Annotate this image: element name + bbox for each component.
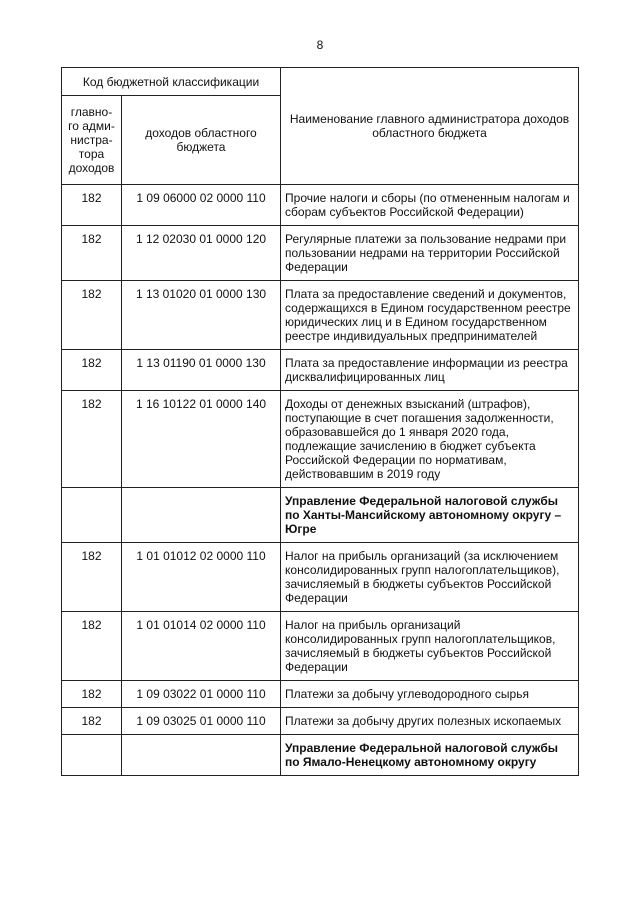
header-admin-line: нистра- — [70, 133, 113, 147]
cell-admin-code — [62, 735, 122, 776]
section-heading: Управление Федеральной налоговой службы по Ханты-Мансийскому автономному округу – Югре — [281, 488, 579, 543]
header-regional-budget-income: доходов областного бюджета — [122, 96, 281, 185]
cell-income-code: 1 09 03025 01 0000 110 — [122, 708, 281, 735]
table-row — [62, 185, 579, 226]
cell-revenue-name: Доходы от денежных взысканий (штрафов), поступающие в счет погашения задолженности, образовавшейся до 1 января 2020 года, подлежащие зачислению в бюджет субъекта Российской Федерации по нормативам, действовавшим в 2019 году — [281, 391, 579, 488]
header-chief-administrator — [62, 96, 122, 185]
cell-income-code — [122, 488, 281, 543]
cell-revenue-name: Налог на прибыль организаций консолидированных групп налогоплательщиков, зачисляемый в бюджеты субъектов Российской Федерации — [281, 612, 579, 681]
cell-revenue-name: Плата за предоставление информации из реестра дисквалифицированных лиц — [281, 350, 579, 391]
cell-admin-code: 182 — [62, 681, 122, 708]
table-row — [62, 391, 579, 488]
cell-admin-code: 182 — [62, 226, 122, 281]
cell-revenue-name: Плата за предоставление сведений и документов, содержащихся в Едином государственном реестре юридических лиц и в Едином государственном реестре индивидуальных предпринимателей — [281, 281, 579, 350]
cell-revenue-name: Регулярные платежи за пользование недрами при пользовании недрами на территории Российской Федерации — [281, 226, 579, 281]
cell-admin-code: 182 — [62, 281, 122, 350]
cell-income-code: 1 13 01190 01 0000 130 — [122, 350, 281, 391]
section-heading: Управление Федеральной налоговой службы по Ямало-Ненецкому автономному округу — [281, 735, 579, 776]
page-number: 8 — [316, 38, 324, 52]
cell-admin-code: 182 — [62, 708, 122, 735]
header-admin-line: главно- — [70, 105, 113, 119]
cell-admin-code: 182 — [62, 543, 122, 612]
cell-income-code: 1 12 02030 01 0000 120 — [122, 226, 281, 281]
cell-income-code: 1 16 10122 01 0000 140 — [122, 391, 281, 488]
cell-revenue-name: Платежи за добычу углеводородного сырья — [281, 681, 579, 708]
table-row — [62, 226, 579, 281]
cell-admin-code: 182 — [62, 350, 122, 391]
cell-admin-code: 182 — [62, 391, 122, 488]
header-budget-classification-code: Код бюджетной классификации — [62, 68, 281, 96]
header-administrator-name: Наименование главного администратора доходов областного бюджета — [281, 68, 579, 185]
cell-revenue-name: Налог на прибыль организаций (за исключением консолидированных групп налогоплательщиков), зачисляемый в бюджеты субъектов Российской Федерации — [281, 543, 579, 612]
table-header — [62, 68, 579, 185]
table-body — [62, 185, 579, 776]
cell-income-code: 1 13 01020 01 0000 130 — [122, 281, 281, 350]
table-row — [62, 281, 579, 350]
cell-admin-code — [62, 488, 122, 543]
table-row — [62, 350, 579, 391]
cell-income-code: 1 09 03022 01 0000 110 — [122, 681, 281, 708]
cell-revenue-name: Платежи за добычу других полезных ископаемых — [281, 708, 579, 735]
cell-admin-code: 182 — [62, 185, 122, 226]
cell-revenue-name: Прочие налоги и сборы (по отмененным налогам и сборам субъектов Российской Федерации) — [281, 185, 579, 226]
table-row — [62, 708, 579, 735]
cell-income-code: 1 01 01012 02 0000 110 — [122, 543, 281, 612]
header-admin-line: го адми- — [68, 119, 115, 133]
cell-income-code: 1 09 06000 02 0000 110 — [122, 185, 281, 226]
table-row-section — [62, 488, 579, 543]
table-row-section — [62, 735, 579, 776]
cell-admin-code: 182 — [62, 612, 122, 681]
header-admin-line: тора — [78, 147, 105, 161]
header-admin-line: доходов — [68, 161, 115, 175]
cell-income-code: 1 01 01014 02 0000 110 — [122, 612, 281, 681]
table-row — [62, 543, 579, 612]
table-row — [62, 681, 579, 708]
budget-revenue-table — [61, 67, 579, 776]
table-row — [62, 612, 579, 681]
cell-income-code — [122, 735, 281, 776]
